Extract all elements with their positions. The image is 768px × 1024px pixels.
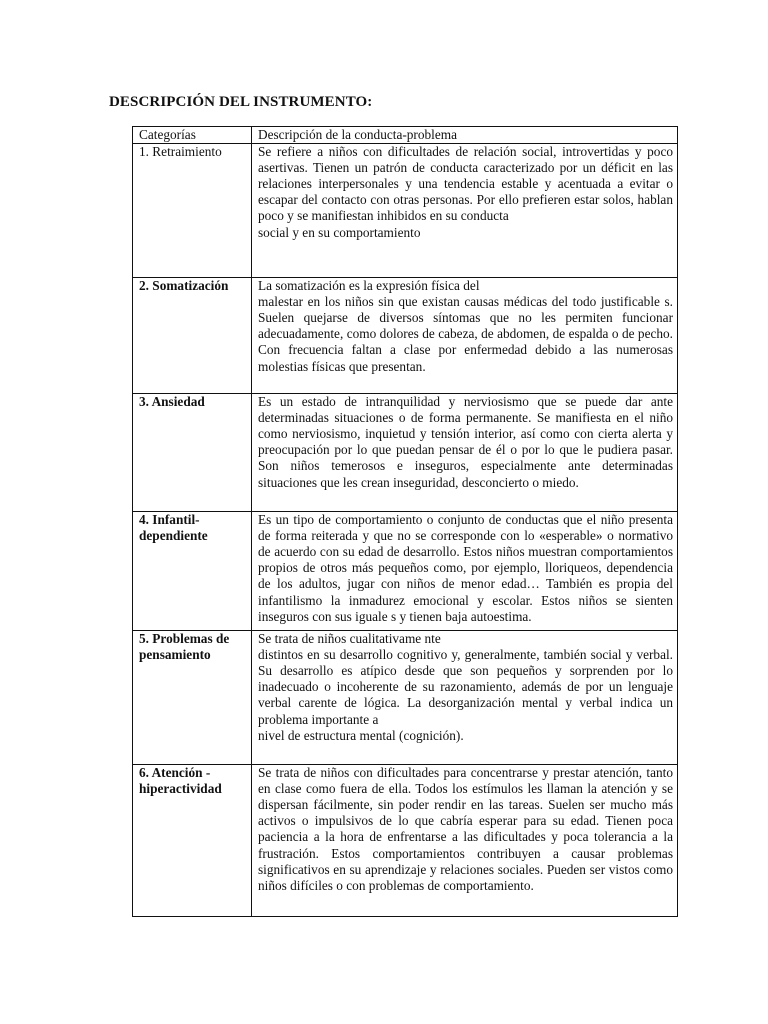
header-categories: Categorías bbox=[133, 127, 252, 144]
description-text: La somatización es la expresión física del bbox=[258, 278, 480, 294]
description-text: Es un tipo de comportamiento o conjunto de conductas que el niño presenta de forma reiterada y que no se corresponde con lo «esperable» o normativo de acuerdo con su edad de desarrollo. Estos niños muestran comportamientos propios de otros más pequeños como, por ejemplo, lloriqueos, dependencia de los adultos, jugar con niños de menor edad… También es propia del infantilismo la inmadurez emocional y escolar. Estos niños se sienten inseguros con sus iguale s y tienen baja autoestima. bbox=[258, 512, 673, 624]
table-row bbox=[133, 278, 678, 394]
description-cell bbox=[252, 765, 678, 917]
category-cell: 3. Ansiedad bbox=[133, 394, 252, 512]
description-text: nivel de estructura mental (cognición). bbox=[258, 727, 464, 743]
header-description: Descripción de la conducta-problema bbox=[252, 127, 678, 144]
table-row bbox=[133, 144, 678, 278]
table-header-row bbox=[133, 127, 678, 144]
description-text: Se refiere a niños con dificultades de relación social, introvertidas y poco asertivas. Tienen un patrón de conducta caracterizado por un déficit en las relaciones interpersonales y una tendencia estable y acentuada a evitar o escapar del contacto con otras personas. Por ello prefieren estar solos, hablan poco y se manifiestan inhibidos en su conducta bbox=[258, 144, 673, 224]
table-row bbox=[133, 512, 678, 631]
description-cell bbox=[252, 278, 678, 394]
category-cell: 1. Retraimiento bbox=[133, 144, 252, 278]
category-cell: 4. Infantil-dependiente bbox=[133, 512, 252, 631]
description-text: Se trata de niños con dificultades para concentrarse y prestar atención, tanto en clase como fuera de ella. Todos los estímulos les llaman la atención y se dispersan fácilmente, sin poder rendir en las tareas. Suelen ser mucho más activos o impulsivos de lo que cabría esperar para su edad. Tienen poca paciencia a la hora de enfrentarse a las dificultades y poca tolerancia a la frustración. Estos comportamientos contribuyen a causar problemas significativos en su aprendizaje y relaciones sociales. Pueden ser vistos como niños difíciles o con problemas de comportamiento. bbox=[258, 765, 673, 893]
description-text: distintos en su desarrollo cognitivo y, generalmente, también social y verbal. Su desarrollo es atípico desde que son pequeños y sorprenden por lo inadecuado o incoherente de su razonamiento, además de por un lenguaje verbal carente de lógica. La desorganización mental y verbal indica un problema importante a bbox=[258, 647, 673, 727]
description-text: social y en su comportamiento bbox=[258, 224, 421, 240]
description-text: Es un estado de intranquilidad y nerviosismo que se puede dar ante determinadas situaciones o de forma permanente. Se manifiesta en el niño como nerviosismo, inquietud y tensión interior, así como con cierta alerta y preocupación por lo que puedan pensar de él o por lo que le pudiera pasar. Son niños temerosos e inseguros, especialmente ante determinadas situaciones que les crean inseguridad, desconcierto o miedo. bbox=[258, 394, 673, 490]
category-cell: 2. Somatización bbox=[133, 278, 252, 394]
table-row bbox=[133, 631, 678, 765]
description-cell bbox=[252, 144, 678, 278]
description-text: malestar en los niños sin que existan causas médicas del todo justificable s. Suelen quejarse de diversos síntomas que no les permiten funcionar adecuadamente, como dolores de cabeza, de abdomen, de espalda o de pecho. Con frecuencia faltan a clase por enfermedad debido a las numerosas molestias físicas que presentan. bbox=[258, 294, 673, 374]
description-cell bbox=[252, 512, 678, 631]
description-cell bbox=[252, 394, 678, 512]
description-cell bbox=[252, 631, 678, 765]
section-heading: DESCRIPCIÓN DEL INSTRUMENTO: bbox=[109, 94, 373, 110]
instrument-table bbox=[132, 126, 678, 917]
table-row bbox=[133, 765, 678, 917]
description-text: Se trata de niños cualitativame nte bbox=[258, 631, 441, 647]
table-row bbox=[133, 394, 678, 512]
category-cell: 5. Problemas de pensamiento bbox=[133, 631, 252, 765]
category-cell: 6. Atención - hiperactividad bbox=[133, 765, 252, 917]
